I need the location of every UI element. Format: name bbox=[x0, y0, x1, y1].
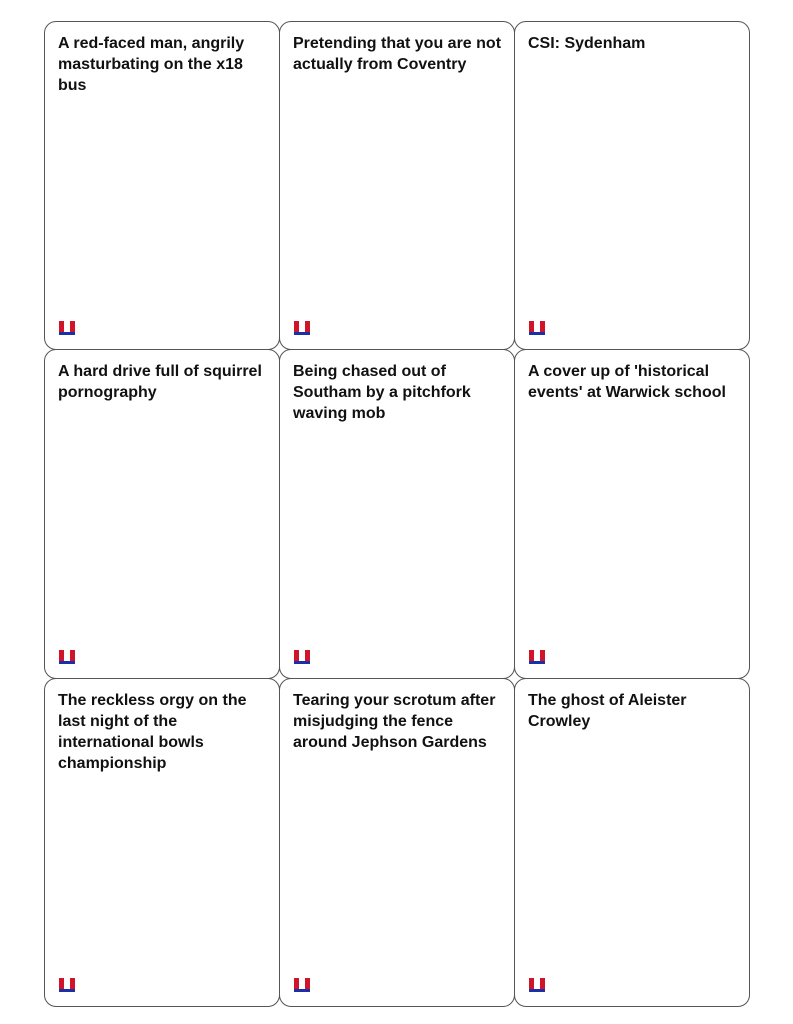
uk-flag-logo-icon bbox=[294, 321, 310, 335]
answer-card[interactable] bbox=[279, 678, 515, 1007]
answer-card[interactable] bbox=[514, 678, 750, 1007]
card-text: The reckless orgy on the last night of the international bowls championship bbox=[58, 691, 247, 772]
uk-flag-logo-icon bbox=[294, 650, 310, 664]
uk-flag-logo-icon bbox=[59, 978, 75, 992]
uk-flag-logo-icon bbox=[59, 650, 75, 664]
card-text: A cover up of 'historical events' at Warwick school bbox=[528, 363, 726, 402]
uk-flag-logo-icon bbox=[294, 978, 310, 992]
card-text: Tearing your scrotum after misjudging the fence around Jephson Gardens bbox=[293, 691, 496, 751]
card-text: A red-faced man, angrily masturbating on the x18 bus bbox=[58, 35, 245, 94]
card-text: A hard drive full of squirrel pornography bbox=[58, 363, 262, 402]
card-sheet bbox=[44, 21, 749, 1006]
answer-card[interactable] bbox=[279, 21, 515, 350]
card-text: Pretending that you are not actually from Coventry bbox=[293, 35, 502, 73]
answer-card[interactable] bbox=[514, 21, 750, 350]
card-text: CSI: Sydenham bbox=[528, 35, 646, 52]
answer-card[interactable] bbox=[44, 349, 280, 678]
card-text: The ghost of Aleister Crowley bbox=[528, 691, 687, 730]
answer-card[interactable] bbox=[279, 349, 515, 678]
uk-flag-logo-icon bbox=[529, 321, 545, 335]
answer-card[interactable] bbox=[514, 349, 750, 678]
uk-flag-logo-icon bbox=[59, 321, 75, 335]
uk-flag-logo-icon bbox=[529, 650, 545, 664]
card-text: Being chased out of Southam by a pitchfork waving mob bbox=[293, 363, 471, 423]
answer-card[interactable] bbox=[44, 678, 280, 1007]
uk-flag-logo-icon bbox=[529, 978, 545, 992]
answer-card[interactable] bbox=[44, 21, 280, 350]
